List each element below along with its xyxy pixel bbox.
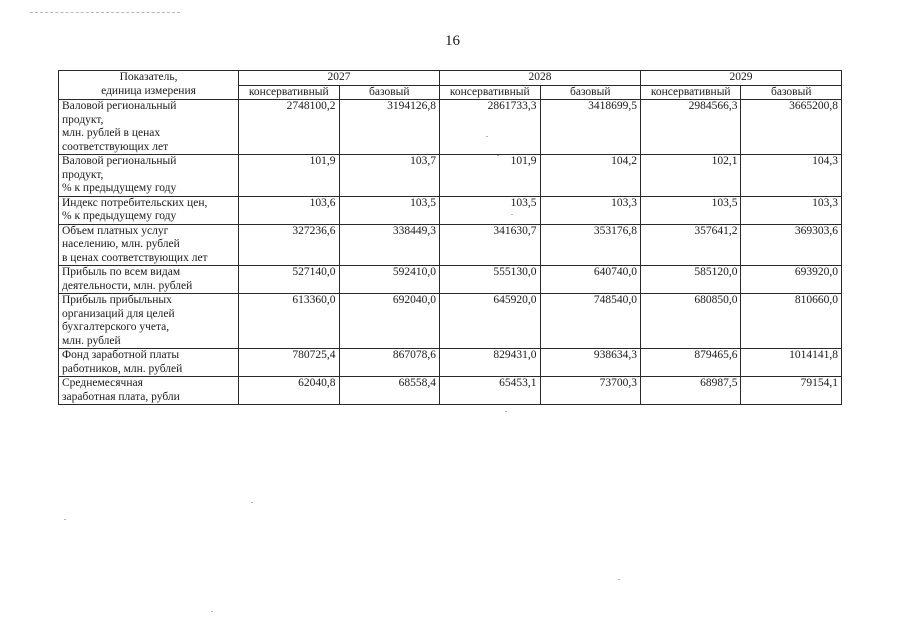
year-header-2028: 2028 — [440, 71, 641, 86]
table-row — [59, 224, 842, 266]
indicator-label: Валовой региональный продукт, млн. рублей в ценах соответствующих лет — [59, 100, 239, 155]
value-cell: 327236,6 — [239, 224, 339, 266]
value-cell: 79154,1 — [741, 377, 842, 405]
value-cell: 748540,0 — [540, 294, 640, 349]
value-cell: 2748100,2 — [239, 100, 339, 155]
value-cell: 73700,3 — [540, 377, 640, 405]
indicator-label: Индекс потребительских цен, % к предыдущему году — [59, 196, 239, 224]
indicator-label: Прибыль прибыльных организаций для целей бухгалтерского учета, млн. рублей — [59, 294, 239, 349]
value-cell: 353176,8 — [540, 224, 640, 266]
value-cell: 1014141,8 — [741, 349, 842, 377]
value-cell: 338449,3 — [339, 224, 439, 266]
value-cell: 104,3 — [741, 155, 842, 197]
scenario-header-base: базовый — [540, 85, 640, 100]
value-cell: 103,3 — [540, 196, 640, 224]
table-row — [59, 155, 842, 197]
value-cell: 103,5 — [640, 196, 740, 224]
value-cell: 2984566,3 — [640, 100, 740, 155]
value-cell: 102,1 — [640, 155, 740, 197]
value-cell: 341630,7 — [440, 224, 540, 266]
value-cell: 103,5 — [339, 196, 439, 224]
value-cell: 103,7 — [339, 155, 439, 197]
value-cell: 104,2 — [540, 155, 640, 197]
table-row — [59, 100, 842, 155]
value-cell: 938634,3 — [540, 349, 640, 377]
scan-speck — [505, 411, 507, 412]
indicator-label: Объем платных услуг населению, млн. рублей в ценах соответствующих лет — [59, 224, 239, 266]
value-cell: 103,3 — [741, 196, 842, 224]
value-cell: 3418699,5 — [540, 100, 640, 155]
indicator-label: Фонд заработной платы работников, млн. рублей — [59, 349, 239, 377]
value-cell: 65453,1 — [440, 377, 540, 405]
value-cell: 62040,8 — [239, 377, 339, 405]
scan-header-marks — [30, 12, 180, 19]
value-cell: 645920,0 — [440, 294, 540, 349]
value-cell: 829431,0 — [440, 349, 540, 377]
value-cell: 101,9 — [239, 155, 339, 197]
value-cell: 692040,0 — [339, 294, 439, 349]
table-row — [59, 266, 842, 294]
value-cell: 780725,4 — [239, 349, 339, 377]
forecast-table — [58, 70, 842, 405]
scan-speck — [618, 579, 620, 580]
table-row — [59, 377, 842, 405]
value-cell: 103,5 — [440, 196, 540, 224]
scan-speck — [211, 611, 213, 612]
value-cell: 879465,6 — [640, 349, 740, 377]
value-cell: 867078,6 — [339, 349, 439, 377]
value-cell: 357641,2 — [640, 224, 740, 266]
scenario-header-conservative: консервативный — [440, 85, 540, 100]
value-cell: 2861733,3 — [440, 100, 540, 155]
indicator-label: Прибыль по всем видам деятельности, млн. рублей — [59, 266, 239, 294]
value-cell: 3194126,8 — [339, 100, 439, 155]
table-row — [59, 349, 842, 377]
scenario-header-base: базовый — [339, 85, 439, 100]
value-cell: 640740,0 — [540, 266, 640, 294]
value-cell: 592410,0 — [339, 266, 439, 294]
scan-speck — [64, 519, 66, 520]
indicator-label: Среднемесячная заработная плата, рубли — [59, 377, 239, 405]
indicator-header: Показатель, единица измерения — [59, 71, 239, 100]
value-cell: 68987,5 — [640, 377, 740, 405]
scenario-header-conservative: консервативный — [640, 85, 740, 100]
scan-speck — [251, 502, 253, 503]
value-cell: 585120,0 — [640, 266, 740, 294]
table-body — [59, 100, 842, 405]
year-header-2029: 2029 — [640, 71, 841, 86]
value-cell: 555130,0 — [440, 266, 540, 294]
page-number: 16 — [445, 33, 460, 49]
table-row — [59, 196, 842, 224]
year-header-2027: 2027 — [239, 71, 440, 86]
value-cell: 613360,0 — [239, 294, 339, 349]
value-cell: 3665200,8 — [741, 100, 842, 155]
value-cell: 101,9 — [440, 155, 540, 197]
value-cell: 527140,0 — [239, 266, 339, 294]
value-cell: 693920,0 — [741, 266, 842, 294]
scenario-header-base: базовый — [741, 85, 842, 100]
scenario-header-conservative: консервативный — [239, 85, 339, 100]
value-cell: 680850,0 — [640, 294, 740, 349]
value-cell: 810660,0 — [741, 294, 842, 349]
table-row — [59, 294, 842, 349]
value-cell: 369303,6 — [741, 224, 842, 266]
header-row-years — [59, 71, 842, 86]
scan-speck — [497, 155, 499, 156]
value-cell: 103,6 — [239, 196, 339, 224]
scan-speck — [486, 136, 488, 137]
value-cell: 68558,4 — [339, 377, 439, 405]
scan-speck — [511, 214, 513, 215]
indicator-label: Валовой региональный продукт, % к предыдущему году — [59, 155, 239, 197]
